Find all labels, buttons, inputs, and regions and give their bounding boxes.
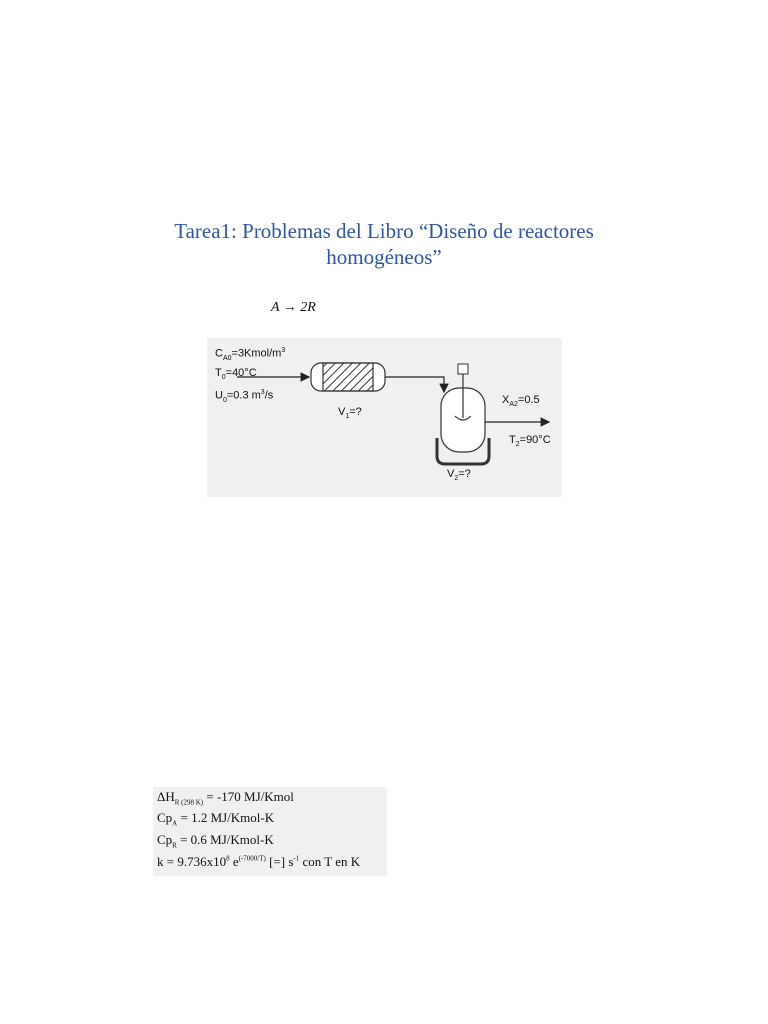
intermediate-stream — [385, 377, 444, 392]
feed-temperature-label: $T_0=40^\circ C$ — [215, 367, 257, 382]
cp-r-line: $Cp_R = 0.6$ MJ/Kmol-K — [157, 832, 274, 850]
pfr-volume-label: $V_1=$? — [338, 406, 362, 421]
cstr-volume-label: $V_2=$? — [447, 468, 471, 483]
feed-concentration-label: $C_{A0}=3Kmol/m^3$ — [215, 347, 286, 362]
title-line-1: Tarea1: Problemas del Libro “Diseño de reactores — [174, 219, 594, 243]
reaction-equation: A → 2R — [271, 300, 316, 315]
conversion-label: $X_{A2}=0.5$ — [502, 394, 540, 409]
title-line-2: homogéneos” — [326, 245, 442, 269]
outlet-temperature-label: $T_2=90^\circ C$ — [509, 434, 551, 449]
stirred-tank-reactor — [437, 364, 489, 464]
properties-box — [153, 787, 387, 876]
feed-flow-label: $U_0=0.3$ $m^3/s$ — [215, 389, 274, 404]
process-diagram — [207, 338, 562, 497]
rate-constant-line: $k = 9.736x10^8$ $e^{(-7000/T)}$ [=] $s^{-1}$ con T en K — [157, 854, 361, 869]
enthalpy-line: $\Delta H_{R (298 K)} = -170$ MJ/Kmol — [157, 789, 294, 807]
plug-flow-reactor — [311, 363, 385, 391]
cp-a-line: $Cp_A = 1.2$ MJ/Kmol-K — [157, 810, 275, 828]
process-diagram-drawing — [207, 338, 562, 497]
page-title — [0, 218, 768, 270]
